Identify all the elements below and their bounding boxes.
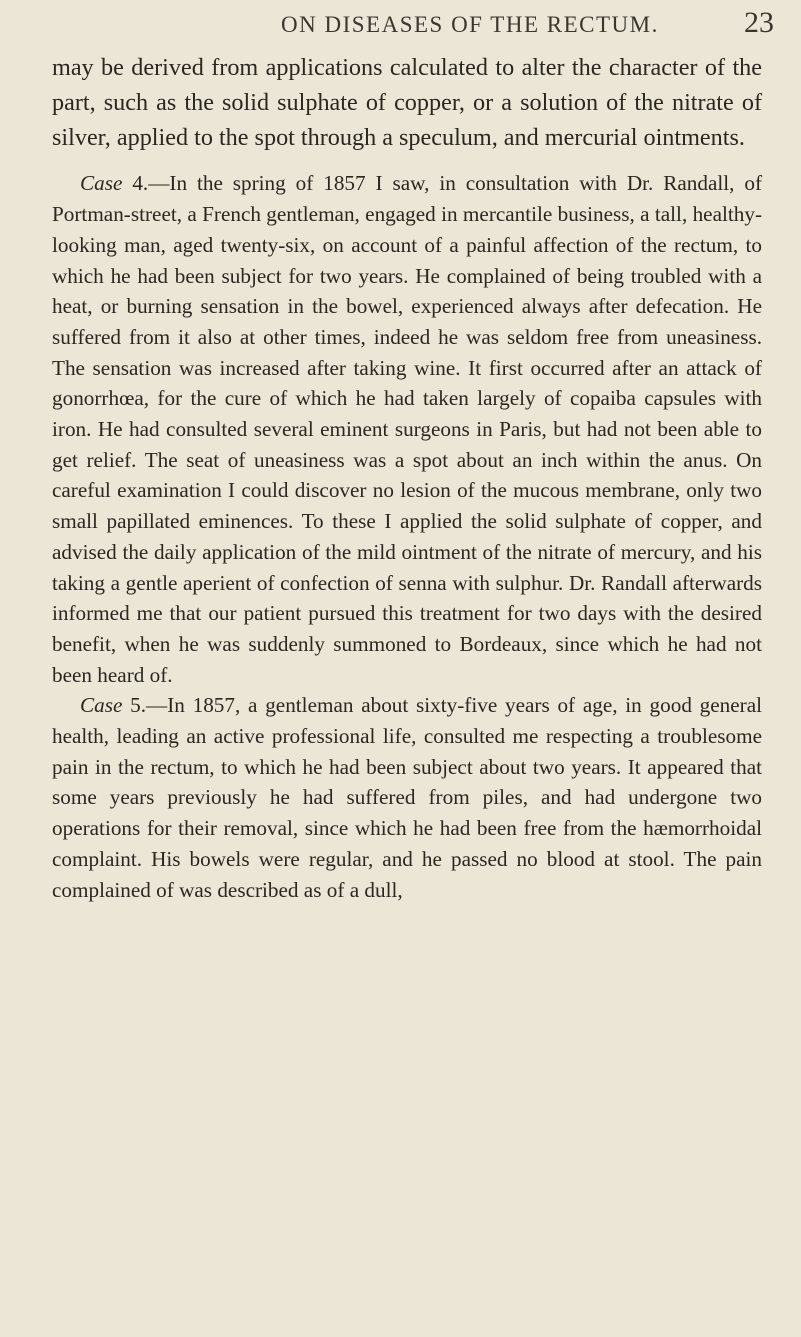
case-4-paragraph xyxy=(52,168,762,690)
case-5-number: 5. xyxy=(130,693,147,718)
case-4-text: —In the spring of 1857 I saw, in consultation with Dr. Randall, of Portman-street, a French gentleman, engaged in mercantile business, a tall, healthy-looking man, aged twenty-six, on account of a painful affection of the rectum, to which he had been subject for two years. He complained of being troubled with a heat, or burning sensation in the bowel, experienced always after defecation. He suffered from it also at other times, indeed he was seldom free from uneasiness. The sensation was increased after taking wine. It first occurred after an attack of gonorrhœa, for the cure of which he had taken largely of copaiba capsules with iron. He had consulted several eminent surgeons in Paris, but had not been able to get relief. The seat of uneasiness was a spot about an inch within the anus. On careful examination I could discover no lesion of the mucous membrane, only two small papillated eminences. To these I applied the solid sulphate of copper, and advised the daily application of the mild ointment of the nitrate of mercury, and his taking a gentle aperient of confection of senna with sulphur. Dr. Randall afterwards informed me that our patient pursued this treatment for two days with the desired benefit, when he was suddenly summoned to Bordeaux, since which he had not been heard of. xyxy=(52,171,763,687)
case-5-paragraph xyxy=(52,690,762,905)
case-4-label: Case xyxy=(80,171,123,196)
case-5-label: Case xyxy=(80,693,123,718)
continuation-paragraph: may be derived from applications calculated to alter the character of the part, such as the solid sulphate of copper, or a solution of the nitrate of silver, applied to the spot through a speculum, and mercurial ointments. xyxy=(52,54,762,151)
body-text xyxy=(52,51,762,905)
running-head: ON DISEASES OF THE RECTUM. xyxy=(281,12,659,37)
case-5-text: —In 1857, a gentleman about sixty-five years of age, in good general health, leading an active professional life, consulted me respecting a troublesome pain in the rectum, to which he had been subject about two years. It appeared that some years previously he had suffered from piles, and had undergone two operations for their removal, since which he had been free from the hæmorrhoidal complaint. His bowels were regular, and he passed no blood at stool. The pain complained of was described as of a dull, xyxy=(52,693,763,902)
page-number: 23 xyxy=(744,6,774,39)
case-4-number: 4. xyxy=(132,171,149,196)
page-header xyxy=(0,4,801,48)
